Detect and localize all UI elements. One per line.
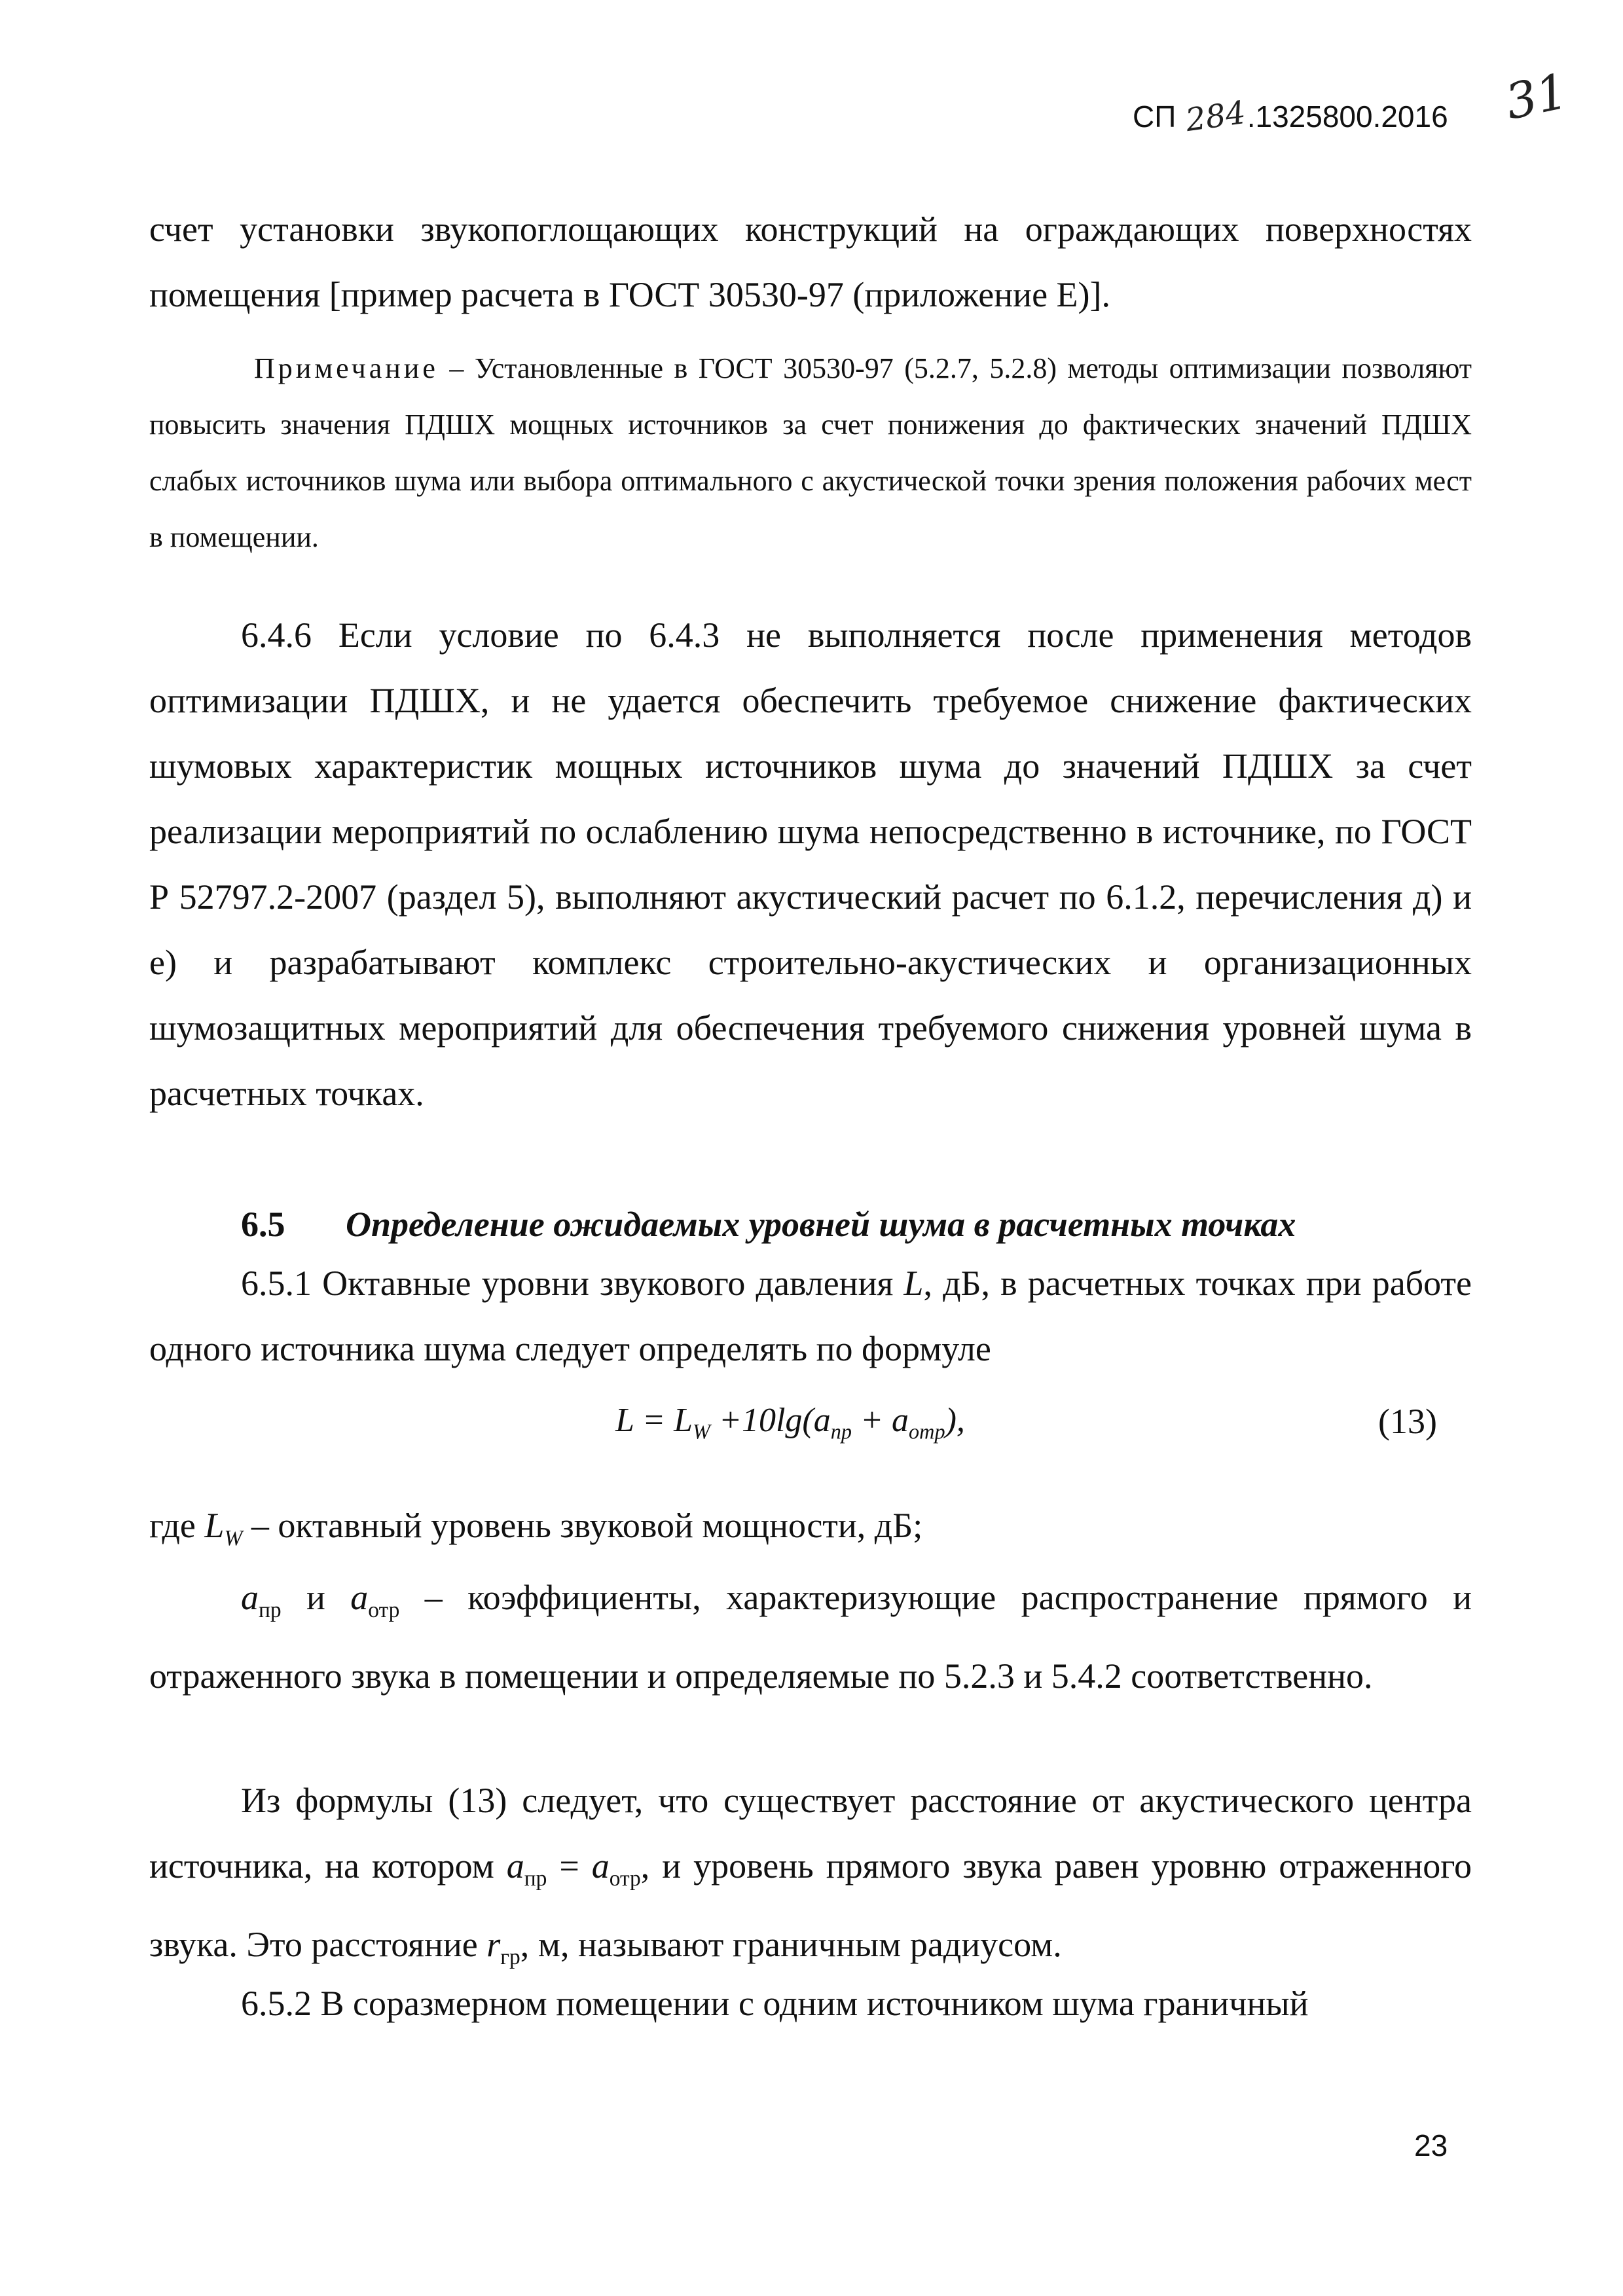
paragraph-continuation: счет установки звукопоглощающих конструкций на ограждающих поверхностях помещения [пример расчета в ГОСТ 30530-97 (приложение Е)]. [149, 210, 1472, 314]
formula-number: (13) [1378, 1402, 1437, 1441]
boundary-radius-paragraph: Из формулы (13) следует, что существует расстояние от акустического центра источника, на котором $a_{пр} = a_{отр}$, и уровень прямого звука равен уровню отраженного звука. Это расстояние $r_{гр}$, м, называют граничным радиусом. [149, 1781, 1472, 1969]
header-suffix: .1325800.2016 [1247, 100, 1448, 134]
section-number: 6.5 [241, 1205, 285, 1244]
paragraph-6-5-2: 6.5.2 В соразмерном помещении с одним источником шума граничный [241, 1984, 1309, 2023]
where-paragraph: где $L_W$ – октавный уровень звуковой мощности, дБ; [149, 1506, 923, 1550]
header-prefix: СП [1133, 100, 1176, 134]
document-header [1133, 94, 1499, 139]
paragraph-6-5-1: 6.5.1 Октавные уровни звукового давления L, дБ, в расчетных точках при работе одного источника шума следует определять по формуле [149, 1264, 1472, 1368]
coefficients-paragraph: $a_{пр}$ и $a_{отр}$ – коэффициенты, характеризующие распространение прямого и отраженного звука в помещении и определяемые по 5.2.3 и 5.4.2 соответственно. [149, 1578, 1472, 1696]
handwritten-number: 284 [1183, 94, 1249, 139]
note-paragraph [149, 340, 1472, 566]
paragraph-6-4-6: 6.4.6 Если условие по 6.4.3 не выполняется после применения методов оптимизации ПДШХ, и не удается обеспечить требуемое снижение фактических шумовых характеристик мощных источников шума до значений ПДШХ за счет реализации мероприятий по ослаблению шума непосредственно в источнике, по ГОСТ Р 52797.2-2007 (раздел 5), выполняют акустический расчет по 6.1.2, перечисления д) и е) и разрабатывают комплекс строительно-акустических и организационных шумозащитных мероприятий для обеспечения требуемого снижения уровней шума в расчетных точках. [149, 615, 1472, 1113]
section-heading [241, 1198, 1485, 1250]
page-number: 23 [1414, 2128, 1448, 2162]
formula-13: $L = L_W +10\lg(a_{пр} + a_{отр})$, [615, 1402, 965, 1444]
handwritten-page-mark: 31 [1501, 63, 1573, 131]
section-title: Определение ожидаемых уровней шума в расчетных точках [346, 1205, 1296, 1244]
note-text: – Установленные в ГОСТ 30530-97 (5.2.7, 5.2.8) методы оптимизации позволяют повысить значения ПДШХ мощных источников за счет понижения до фактических значений ПДШХ слабых источников шума или выбора оптимального с акустической точки зрения положения рабочих мест в помещении. [149, 352, 1472, 553]
note-label: Примечание [254, 352, 439, 384]
